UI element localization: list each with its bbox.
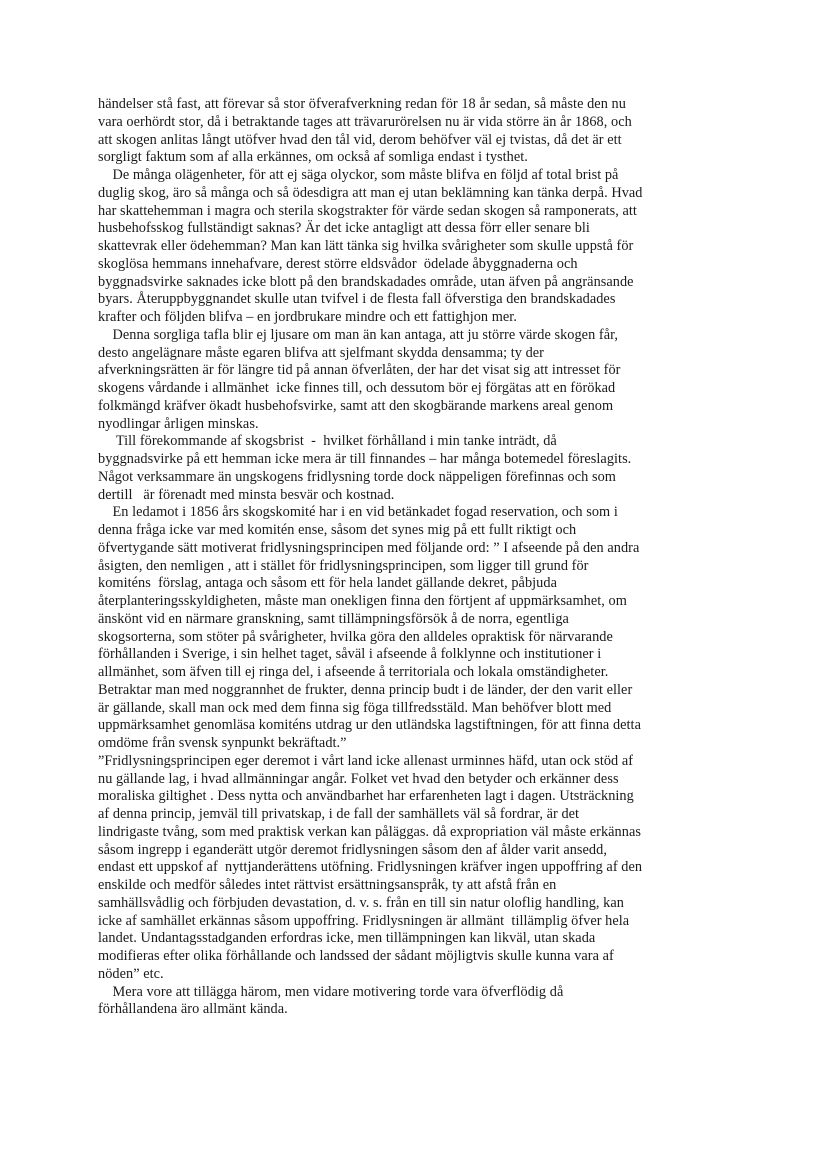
text-line: folkmängd kräfver ökadt husbehofsvirke, samt att den skogbärande markens areal genom <box>98 397 614 414</box>
text-line: samhällsvådlig och förbjuden devastation, d. v. s. från en till sin natur oloflig handling, kan <box>98 894 624 911</box>
text-line: desto angelägnare måste egaren blifva att sjelfmant skydda densamma; ty der <box>98 344 544 361</box>
text-line: skogsorterna, som stöter på svårigheter, hvilka göra den alldeles opraktisk för närvarande <box>98 628 613 645</box>
text-line: Betraktar man med noggrannhet de frukter, denna princip budt i de länder, der den varit eller <box>98 681 633 698</box>
text-line: afverkningsrätten är för längre tid på annan öfverlåten, der har det visat sig att intresset för <box>98 362 621 379</box>
text-line: återplanteringsskyldigheten, måste man onekligen finna den förtjent af uppmärksamhet, om <box>98 593 627 609</box>
text-line: åsigten, den nemligen , att i stället för fridlysningsprincipen, som ligger till grund för <box>98 557 589 574</box>
text-line: öfvertygande sätt motiverat fridlysningsprincipen med följande ord: ” I afseende på den andra <box>98 539 640 556</box>
text-line: Till förekommande af skogsbrist - hvilket förhålland i min tanke inträdt, då <box>98 433 557 450</box>
text-line: denna fråga icke var med komitén ense, såsom det synes mig på ett fullt riktigt och <box>98 522 577 538</box>
text-line: att skogen anlitas långt utöfver hvad den tål vid, derom behöfver väl ej tvistas, då det är ett <box>98 131 622 148</box>
text-line: af denna princip, jemväl till privatskap, i de fall der samhällets väl så fordrar, är det <box>98 806 580 822</box>
text-line: uppmärksamhet genomläsa komiténs utdrag ur den utländska lagstiftningen, för att finna detta <box>98 717 641 734</box>
text-line: nyodlingar årligen minskas. <box>98 415 259 432</box>
text-line: förhållandena äro allmänt kända. <box>98 1001 288 1018</box>
text-line: har skattehemman i magra och sterila skogstrakter för värde sedan skogen så ramponerats, att <box>98 202 637 219</box>
text-line: förhållanden i Sverige, i sin helhet taget, såväl i afseende å folklynne och institutioner i <box>98 646 602 663</box>
text-line: moraliska giltighet . Dess nytta och användbarhet har erfarenheten lagt i dagen. Utsträckning <box>98 788 634 805</box>
text-line: krafter och följden blifva – en jordbrukare mindre och ett fattighjon mer. <box>98 309 517 325</box>
text-line: enskilde och medför således intet rättvist ersättningsanspråk, ty att afstå från en <box>98 877 557 893</box>
text-line: såsom ingrepp i eganderätt utgör deremot fridlysningen såsom den af ålder varit ansedd, <box>98 841 607 858</box>
text-line: händelser stå fast, att förevar så stor öfverafverkning redan för 18 år sedan, så måste den nu <box>98 96 626 112</box>
text-line: omdöme från svensk synpunkt bekräftadt.” <box>98 735 347 751</box>
text-line: endast ett uppskof af nyttjanderättens utöfning. Fridlysningen kräfver ingen uppoffring af den <box>98 859 643 876</box>
text-line: komiténs förslag, antaga och såsom ett för hela landet gällande dekret, påbjuda <box>98 575 557 592</box>
text-line: byggnadsvirke saknades icke blott på den brandskadades område, utan äfven på angränsande <box>98 273 634 290</box>
text-line: icke af samhället erkännas såsom uppoffring. Fridlysningen är allmänt tillämplig öfver hela <box>98 912 630 929</box>
text-line: skattevrak eller ödehemman? Man kan lätt tänka sig hvilka svårigheter som skulle uppstå för <box>98 238 634 254</box>
text-line: Något verksammare än ungskogens fridlysning torde dock näppeligen förefinnas och som <box>98 468 616 485</box>
text-line: byggnadsvirke på ett hemman icke mera är till finnandes – har många botemedel föreslagits. <box>98 451 632 467</box>
text-line: duglig skog, äro så många och så ödesdigra att man ej utan beklämning kan tänka derpå. Hvad <box>98 184 643 201</box>
text-line: skoglösa hemmans innehafvare, derest större eldsvådor ödelade åbyggnaderna och <box>98 255 578 272</box>
text-line: nöden” etc. <box>98 965 164 982</box>
text-line: modifieras efter olika förhållande och landssed der sådant möjligtvis skulle kunna vara af <box>98 948 614 964</box>
text-line: dertill är förenadt med minsta besvär och kostnad. <box>98 486 395 503</box>
text-line: är gällande, skall man ock med dem finna sig föga tillfredsstäld. Man behöfver blott med <box>98 699 612 716</box>
text-line: ”Fridlysningsprincipen eger deremot i vårt land icke allenast urminnes häfd, utan ock stöd af <box>98 752 634 769</box>
text-line: allmänhet, som äfven till ej ringa del, i afseende å territoriala och lokala omständigheter. <box>98 664 609 680</box>
text-line: änskönt vid en närmare granskning, samt tillämpningsförsök å de norra, egentliga <box>98 610 569 627</box>
text-line: skogens vårdande i allmänhet icke finnes till, och dessutom bör ej förgätas att en förökad <box>98 380 616 396</box>
text-line: sorgligt faktum som af alla erkännes, om också af somliga endast i tysthet. <box>98 149 528 166</box>
text-line: landet. Undantagsstadganden erfordras icke, men tillämpningen kan likväl, utan skada <box>98 930 596 947</box>
text-line: vara oerhördt stor, då i betraktande tages att trävarurörelsen nu är vida större än år 1868, och <box>98 113 632 130</box>
text-line: De många olägenheter, för att ej säga olyckor, som måste blifva en följd af total brist på <box>98 167 619 183</box>
text-line: husbehofsskog fullständigt saknas? Är det icke antagligt att dessa förr eller senare bli <box>98 220 590 237</box>
text-line: byars. Återuppbyggnandet skulle utan tvifvel i de flesta fall öfverstiga den brandskadades <box>98 291 616 308</box>
text-line: nu gällande lag, i hvad allmänningar angår. Folket vet hvad den betyder och erkänner dess <box>98 770 619 787</box>
text-line: lindrigaste tvång, som med praktisk verkan kan påläggas. då expropriation väl måste erkännas <box>98 823 641 840</box>
body-text <box>98 96 728 1019</box>
text-line: Denna sorgliga tafla blir ej ljusare om man än kan antaga, att ju större värde skogen får, <box>98 326 618 343</box>
text-line: En ledamot i 1856 års skogskomité har i en vid betänkadet fogad reservation, och som i <box>98 504 618 521</box>
text-line: Mera vore att tillägga härom, men vidare motivering torde vara öfverflödig då <box>98 983 564 1000</box>
